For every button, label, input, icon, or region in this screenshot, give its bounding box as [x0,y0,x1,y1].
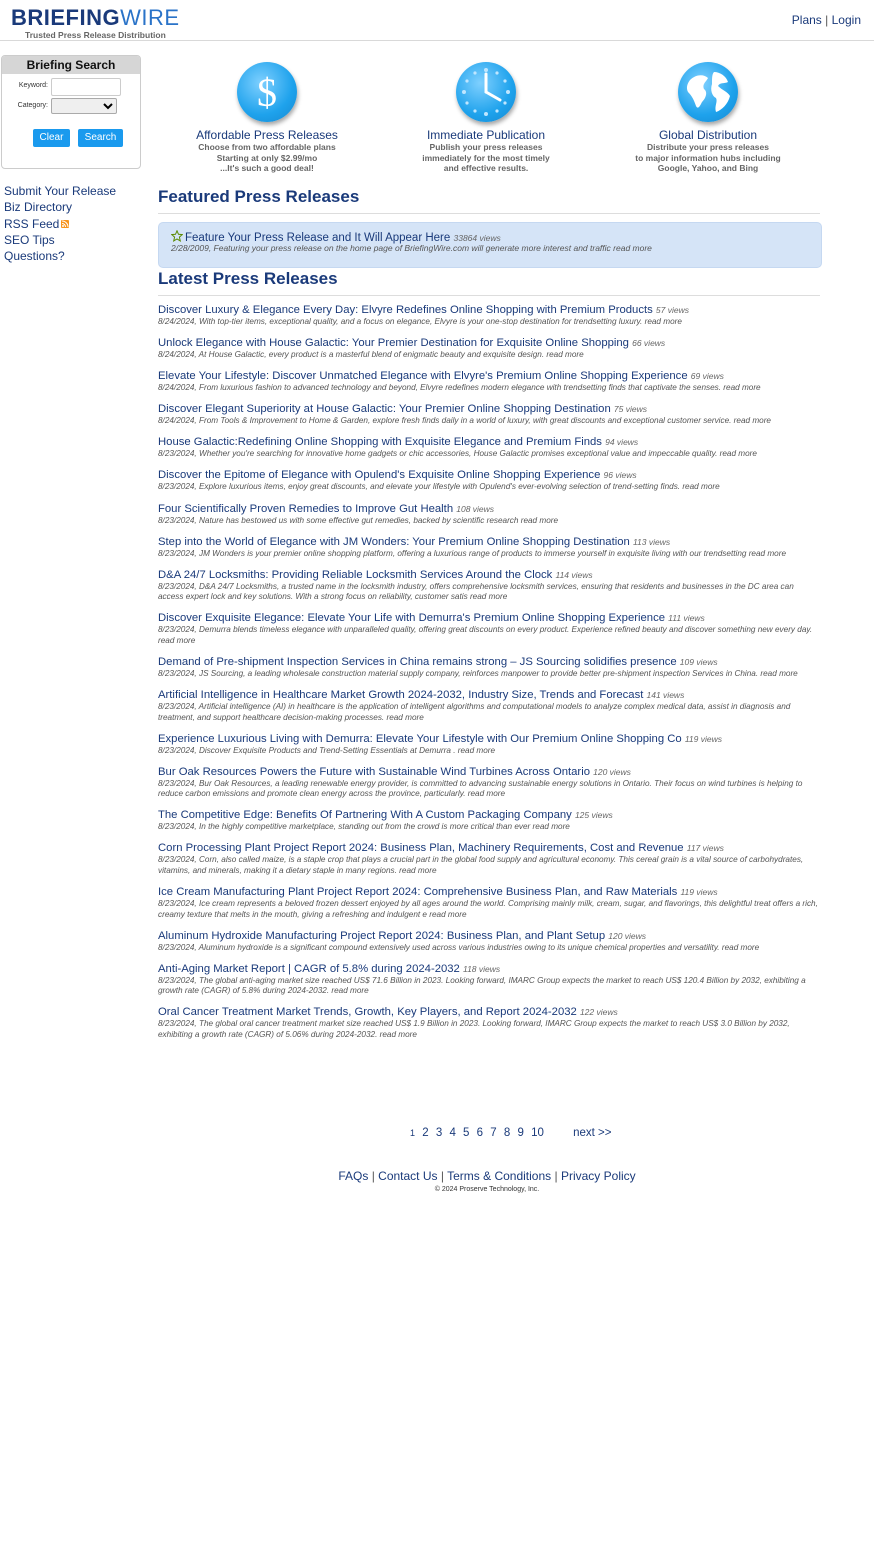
release-title-link[interactable]: Ice Cream Manufacturing Plant Project Report 2024: Comprehensive Business Plan, and Raw Materials [158,886,678,898]
sidebar-item-questions[interactable]: Questions? [4,249,65,264]
release-views: 108 views [456,503,495,514]
privacy-link[interactable]: Privacy Policy [560,1169,636,1183]
featured-release [158,222,822,268]
logo-part1: BRIEFING [11,5,121,30]
next-page-link[interactable]: next >> [573,1127,612,1139]
feature-desc-line: Choose from two affordable plans [198,142,336,152]
release-desc: 8/23/2024, JS Sourcing, a leading wholesale construction material supply company, reinforces manpower to provide better pre-shipment inspection Services in China. read more [158,668,798,678]
release-views: 66 views [632,338,666,349]
page-link[interactable]: 8 [503,1127,511,1139]
feature-desc-line: to major information hubs including [635,152,781,163]
category-select[interactable] [51,98,117,114]
list-item [158,403,820,427]
release-views: 94 views [605,437,639,448]
list-item [158,569,820,603]
release-views: 119 views [680,887,718,897]
keyword-label: Keyword: [18,82,48,89]
release-title-link[interactable]: Discover Exquisite Elegance: Elevate Your Life with Demurra's Premium Online Shopping Experience [158,612,666,625]
release-title-link[interactable]: Elevate Your Lifestyle: Discover Unmatched Elegance with Elvyre's Premium Online Shopping Experience [158,370,688,383]
page-link[interactable]: 7 [490,1127,497,1139]
release-views: 120 views [608,930,647,941]
list-item [158,1006,820,1040]
list-item [158,930,820,954]
clear-button[interactable]: Clear [33,129,70,147]
latest-heading: Latest Press Releases [158,269,820,296]
release-views: 96 views [603,470,637,481]
feature-desc-line: ...It's such a good deal! [220,163,314,173]
search-button[interactable]: Search [78,129,123,147]
release-title-link[interactable]: Artificial Intelligence in Healthcare Market Growth 2024-2032, Industry Size, Trends and Forecast [158,689,644,702]
featured-heading: Featured Press Releases [158,187,820,214]
list-item [158,809,820,833]
feature-title[interactable]: Global Distribution [658,128,758,142]
release-views: 125 views [574,810,613,821]
release-title-link[interactable]: Four Scientifically Proven Remedies to Improve Gut Health [158,502,454,515]
release-views: 75 views [613,404,647,415]
release-title-link[interactable]: The Competitive Edge: Benefits Of Partnering With A Custom Packaging Company [158,809,572,822]
list-item [158,503,820,527]
list-item [158,436,820,460]
release-views: 114 views [555,569,593,580]
feature-immediate [391,62,581,174]
release-title-link[interactable]: Discover Luxury & Elegance Every Day: Elvyre Redefines Online Shopping with Premium Products [158,304,653,316]
release-desc: 8/23/2024, The global anti-aging market size reached US$ 71.6 Billion in 2023. Looking forward, IMARC Group expects the market to reach US$ 120.4 Billion by 2032, exhibiting a growth rate (CAGR) of 5.8% during 2024-2032. read more [158,975,806,996]
sidebar-links [4,183,116,264]
list-item [158,337,820,361]
release-title-link[interactable]: Unlock Elegance with House Galactic: Your Premier Destination for Exquisite Online Shopping [158,337,629,350]
page-link[interactable]: 3 [435,1127,443,1139]
account-links [792,13,861,27]
release-title-link[interactable]: House Galactic:Redefining Online Shopping with Exquisite Elegance and Premium Finds [158,436,602,449]
release-views: 111 views [668,613,705,624]
page-link[interactable]: 9 [517,1127,524,1139]
featured-views: 33864 views [453,233,501,243]
release-desc: 8/23/2024, Bur Oak Resources, a leading renewable energy provider, is committed to advancing sustainable energy solutions in Ontario. Their focus on wind turbines is helping to reduce carbon emissions and promote clean energy across the province, particularly. read more [158,778,803,799]
list-item [158,963,820,997]
sidebar-item-seo-tips[interactable]: SEO Tips [4,232,55,247]
release-title-link[interactable]: Discover Elegant Superiority at House Galactic: Your Premier Online Shopping Destination [158,403,611,416]
page-link[interactable]: 4 [449,1127,456,1139]
release-desc: 8/23/2024, Explore luxurious items, enjoy great discounts, and elevate your lifestyle with Opulend's ever-evolving selection of trend-setting finds. read more [158,482,720,492]
release-views: 141 views [646,690,685,701]
feature-desc-line: Starting at only $2.99/mo [216,152,318,163]
faqs-link[interactable]: FAQs [338,1169,369,1183]
release-desc: 8/23/2024, Nature has bestowed us with some effective gut remedies, backed by scientific research read more [158,515,559,525]
logo-part2: WIRE [120,5,180,30]
feature-desc-line: and effective results. [443,163,529,173]
release-title-link[interactable]: Demand of Pre-shipment Inspection Services in China remains strong – JS Sourcing solidifies presence [158,655,677,668]
release-desc: 8/23/2024, Artificial intelligence (AI) in healthcare is the application of intelligent algorithms and computational models to analyze complex medical data, assist in diagnosis and treatment, and support healthcare decision-making processes. read more [158,702,791,722]
release-desc: 8/23/2024, JM Wonders is your premier online shopping platform, offering a luxurious range of products to immerse yourself in exquisite living with our trendsetting read more [158,548,787,558]
release-title-link[interactable]: Discover the Epitome of Elegance with Opulend's Exquisite Online Shopping Experience [158,469,601,482]
release-title-link[interactable]: D&A 24/7 Locksmiths: Providing Reliable Locksmith Services Around the Clock [158,568,553,581]
star-icon [171,230,183,242]
search-panel-title: Briefing Search [2,56,140,74]
feature-desc-line: immediately for the most timely [422,152,550,163]
list-item [158,842,820,876]
globe-icon [678,62,738,122]
featured-desc: 2/28/2009, Featuring your press release on the home page of BriefingWire.com will generate more interest and traffic read more [171,243,652,253]
release-views: 118 views [462,963,501,974]
page-link[interactable]: 6 [476,1127,484,1139]
page-link[interactable]: 10 [531,1127,544,1139]
release-desc: 8/23/2024, Demurra blends timeless elegance with unparalleled quality, offering great discounts on every product. Experience refined beauty and discover something new every day. read more [158,625,813,645]
list-item [158,689,820,723]
release-title-link[interactable]: Bur Oak Resources Powers the Future with Sustainable Wind Turbines Across Ontario [158,765,590,778]
release-desc: 8/23/2024, Corn, also called maize, is a staple crop that plays a crucial part in the global food supply and agricultural economy. This cereal grain is a vital source of carbohydrates, vitamins, and minerals, making it a dietary staple in many regions. read more [158,855,804,875]
keyword-input[interactable] [51,78,121,96]
page-link[interactable]: 5 [463,1127,470,1139]
release-title-link[interactable]: Aluminum Hydroxide Manufacturing Project Report 2024: Business Plan, and Plant Setup [158,929,606,942]
feature-affordable [172,62,362,174]
release-views: 119 views [684,733,722,744]
feature-desc-line: Publish your press releases [429,142,543,152]
feature-title[interactable]: Affordable Press Releases [196,128,338,142]
site-logo[interactable] [11,6,180,30]
release-desc: 8/23/2024, The global oral cancer treatment market size reached US$ 1.9 Billion in 2023. Looking forward, IMARC Group expects the market to reach US$ 3.0 Billion by 2032, exhibiting a growth rate (CAGR) of 5.06% during 2024-2032. read more [158,1019,790,1039]
list-item [158,656,820,680]
release-desc: 8/24/2024, From Tools & Improvement to Home & Garden, explore fresh finds daily in a world of luxury, with great discounts and exceptional customer service. read more [158,416,771,426]
sidebar-item-submit-release[interactable]: Submit Your Release [4,184,117,198]
separator: | [371,1169,375,1183]
release-views: 69 views [690,371,724,382]
release-views: 109 views [679,656,718,667]
feature-global [613,62,803,174]
separator: | [440,1169,444,1183]
pagination [410,1127,615,1139]
list-item [158,612,820,646]
featured-title-link[interactable]: Feature Your Press Release and It Will Appear Here [185,232,451,244]
site-tagline: Trusted Press Release Distribution [25,30,166,40]
feature-title[interactable]: Immediate Publication [426,128,546,142]
contact-link[interactable]: Contact Us [378,1169,438,1183]
release-list [158,304,820,1050]
sidebar-item-rss-feed[interactable]: RSS Feed [4,216,60,231]
release-views: 122 views [579,1007,618,1018]
site-header [0,0,874,41]
list-item [158,370,820,394]
separator: | [825,13,829,27]
release-views: 113 views [632,536,671,547]
terms-link[interactable]: Terms & Conditions [447,1169,552,1183]
release-title-link[interactable]: Experience Luxurious Living with Demurra: Elevate Your Lifestyle with Our Premium Online Shopping Co [158,732,682,745]
release-title-link[interactable]: Oral Cancer Treatment Market Trends, Growth, Key Players, and Report 2024-2032 [158,1006,577,1019]
release-desc: 8/23/2024, Whether you're searching for innovative home gadgets or chic accessories, House Galactic promises exceptional value and impeccable quality. read more [158,449,757,459]
release-views: 117 views [686,843,724,854]
page-link[interactable]: 2 [422,1127,429,1139]
plans-link[interactable]: Plans [791,13,822,27]
list-item [158,469,820,493]
list-item [158,766,820,800]
feature-desc-line: Google, Yahoo, and Bing [657,163,759,173]
list-item [158,733,820,757]
list-item [158,304,820,328]
release-desc: 8/23/2024, Discover Exquisite Products and Trend-Setting Essentials at Demurra . read more [158,745,496,755]
release-desc: 8/24/2024, With top-tier items, exceptional quality, and a focus on elegance, Elvyre is your one-stop destination for trendsetting luxury. read more [158,317,682,326]
category-label: Category: [17,102,48,109]
release-desc: 8/24/2024, At House Galactic, every product is a masterful blend of enigmatic beauty and exquisite design. read more [158,350,584,360]
release-desc: 8/23/2024, D&A 24/7 Locksmiths, a trusted name in the locksmith industry, offers comprehensive locksmith services, ensuring that residents and businesses in the DC area can access expert lock and key solutions. With a strong focus on reliability, customer satis read more [158,581,794,602]
login-link[interactable]: Login [831,13,861,27]
rss-icon[interactable] [61,220,69,228]
copyright: © 2024 Proserve Technology, Inc. [434,1186,540,1193]
list-item [158,886,820,920]
footer-links [0,1169,874,1183]
release-title-link[interactable]: Corn Processing Plant Project Report 2024: Business Plan, Machinery Requirements, Cost and Revenue [158,842,684,855]
svg-text:$: $ [257,70,277,115]
release-views: 57 views [655,305,689,315]
release-title-link[interactable]: Anti-Aging Market Report | CAGR of 5.8% during 2024-2032 [158,962,460,975]
release-views: 120 views [593,766,631,777]
separator: | [554,1169,558,1183]
clock-icon [456,62,516,122]
release-desc: 8/23/2024, Ice cream represents a beloved frozen dessert enjoyed by all ages around the world. Comprising mainly milk, cream, sugar, and flavorings, this delightful treat offers a rich, creamy texture that melts in the mouth, giving a refreshing and indulgent e read more [158,899,818,919]
briefing-search-panel [1,55,141,169]
feature-desc-line: Distribute your press releases [647,142,769,152]
current-page: 1 [410,1128,416,1138]
release-desc: 8/23/2024, Aluminum hydroxide is a significant compound extensively used across various industries owing to its unique chemical properties and versatility. read more [158,942,760,952]
list-item [158,536,820,560]
release-desc: 8/24/2024, From luxurious fashion to advanced technology and beyond, Elvyre redefines modern elegance with trendsetting finds that captivate the senses. read more [158,383,761,393]
release-title-link[interactable]: Step into the World of Elegance with JM Wonders: Your Premium Online Shopping Destination [158,535,630,548]
release-desc: 8/23/2024, In the highly competitive marketplace, standing out from the crowd is more critical than ever read more [158,822,570,832]
dollar-icon [237,62,297,122]
sidebar-item-biz-directory[interactable]: Biz Directory [4,200,73,215]
